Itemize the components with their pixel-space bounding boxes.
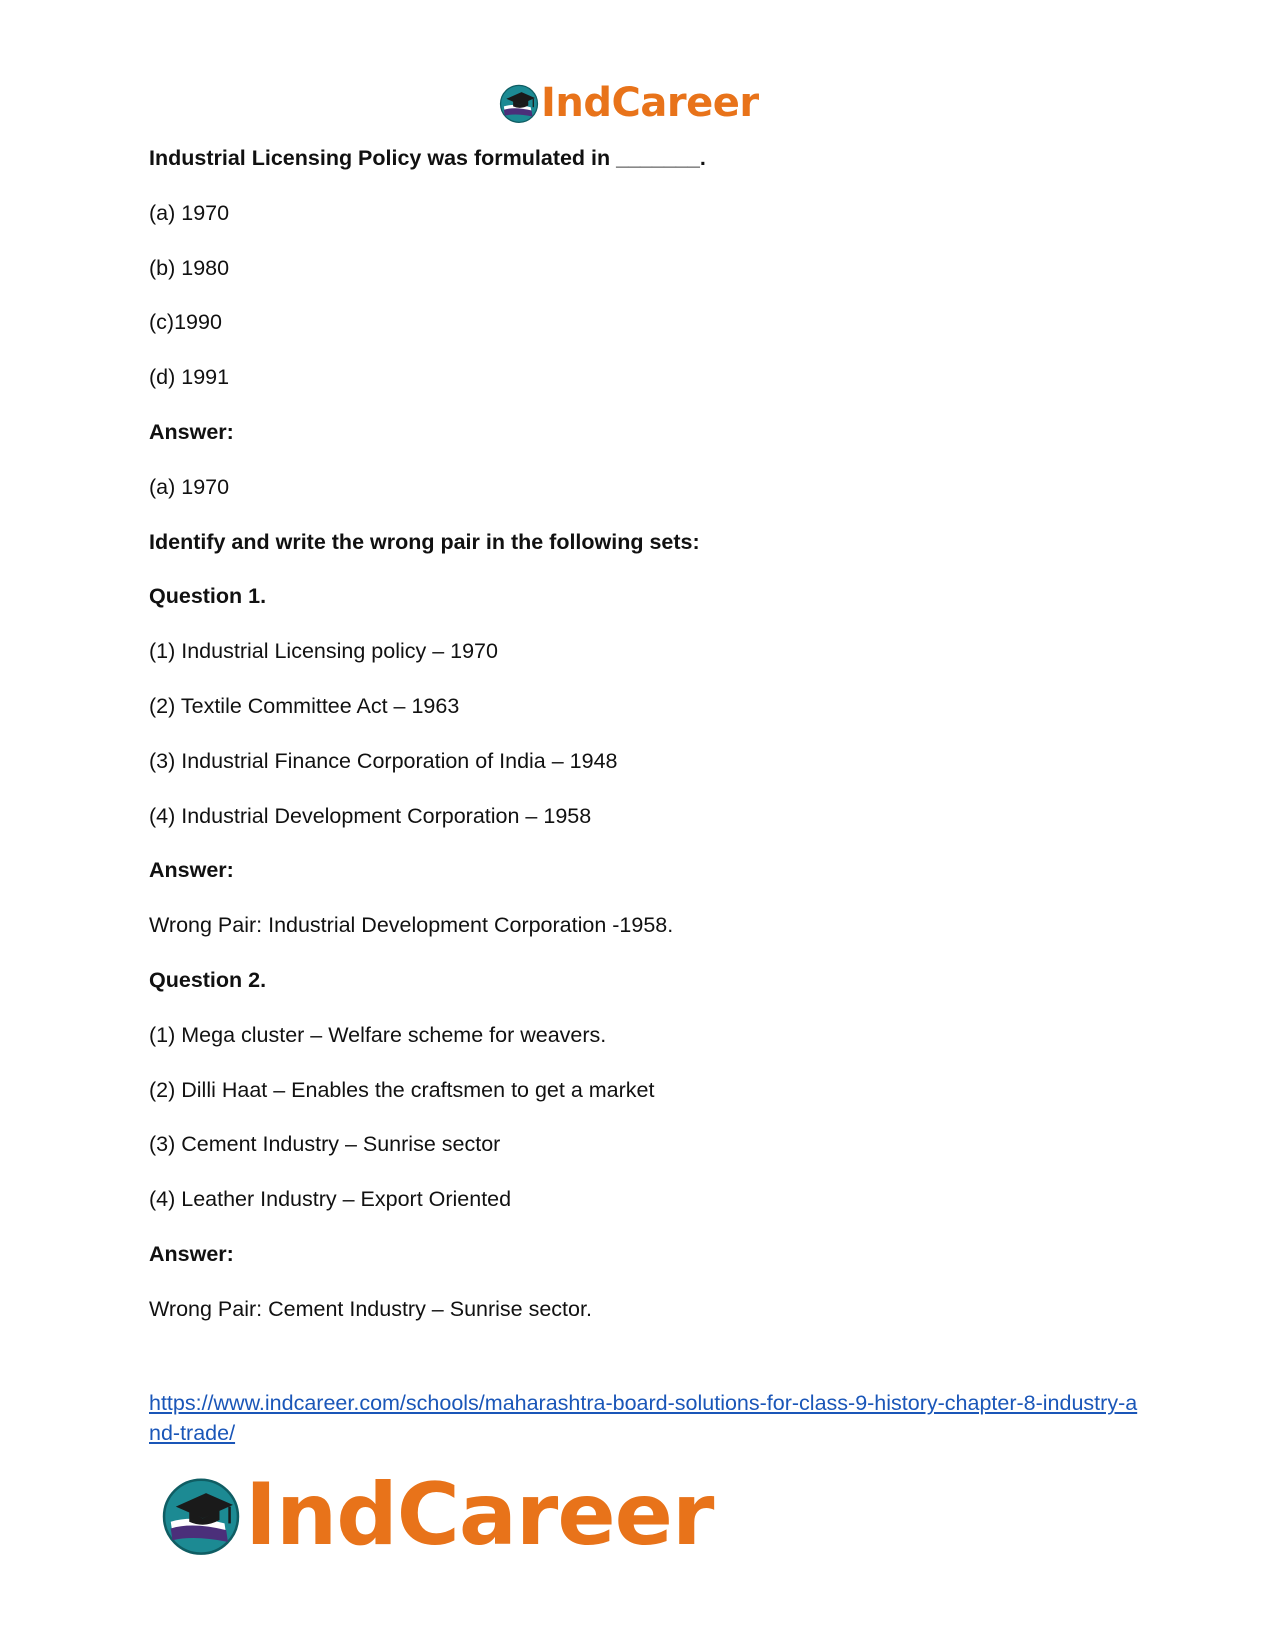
question-2-pair-2: (2) Dilli Haat – Enables the craftsmen to get a market xyxy=(149,1077,655,1102)
answer-label: Answer: xyxy=(149,419,234,444)
question-1-pair-1: (1) Industrial Licensing policy – 1970 xyxy=(149,639,498,664)
question-2-pair-1: (1) Mega cluster – Welfare scheme for weavers. xyxy=(149,1022,607,1047)
indcareer-logo-header xyxy=(498,78,759,128)
question-1-pair-3: (3) Industrial Finance Corporation of India – 1948 xyxy=(149,748,618,773)
option-b: (b) 1980 xyxy=(149,255,230,280)
question-prompt: Industrial Licensing Policy was formulated in _______. xyxy=(149,146,706,170)
section-heading: Identify and write the wrong pair in the following sets: xyxy=(149,529,700,554)
option-d: (d) 1991 xyxy=(149,365,230,390)
logo-text: IndCareer xyxy=(541,80,759,126)
question-2-answer-label: Answer: xyxy=(149,1241,234,1266)
question-1-pair-2: (2) Textile Committee Act – 1963 xyxy=(149,693,460,718)
option-c: (c)1990 xyxy=(149,310,222,335)
option-a: (a) 1970 xyxy=(149,200,230,225)
question-2-pair-4: (4) Leather Industry – Export Oriented xyxy=(149,1187,512,1212)
question-1-pair-4: (4) Industrial Development Corporation – 1958 xyxy=(149,803,592,828)
document-body xyxy=(149,144,1139,1350)
question-2-answer: Wrong Pair: Cement Industry – Sunrise sector. xyxy=(149,1296,592,1321)
graduation-globe-icon xyxy=(159,1473,243,1557)
answer-text: (a) 1970 xyxy=(149,474,230,499)
question-1-answer-label: Answer: xyxy=(149,858,234,883)
question-2-pair-3: (3) Cement Industry – Sunrise sector xyxy=(149,1132,501,1157)
question-1-answer: Wrong Pair: Industrial Development Corporation -1958. xyxy=(149,913,674,938)
source-link[interactable]: https://www.indcareer.com/schools/maharashtra-board-solutions-for-class-9-history-chapter-8-industry-and-trade/ xyxy=(149,1391,1138,1445)
indcareer-logo-footer xyxy=(159,1465,713,1565)
graduation-globe-icon xyxy=(498,82,540,124)
question-1-title: Question 1. xyxy=(149,584,267,609)
question-2-title: Question 2. xyxy=(149,967,267,992)
logo-text: IndCareer xyxy=(245,1465,714,1565)
